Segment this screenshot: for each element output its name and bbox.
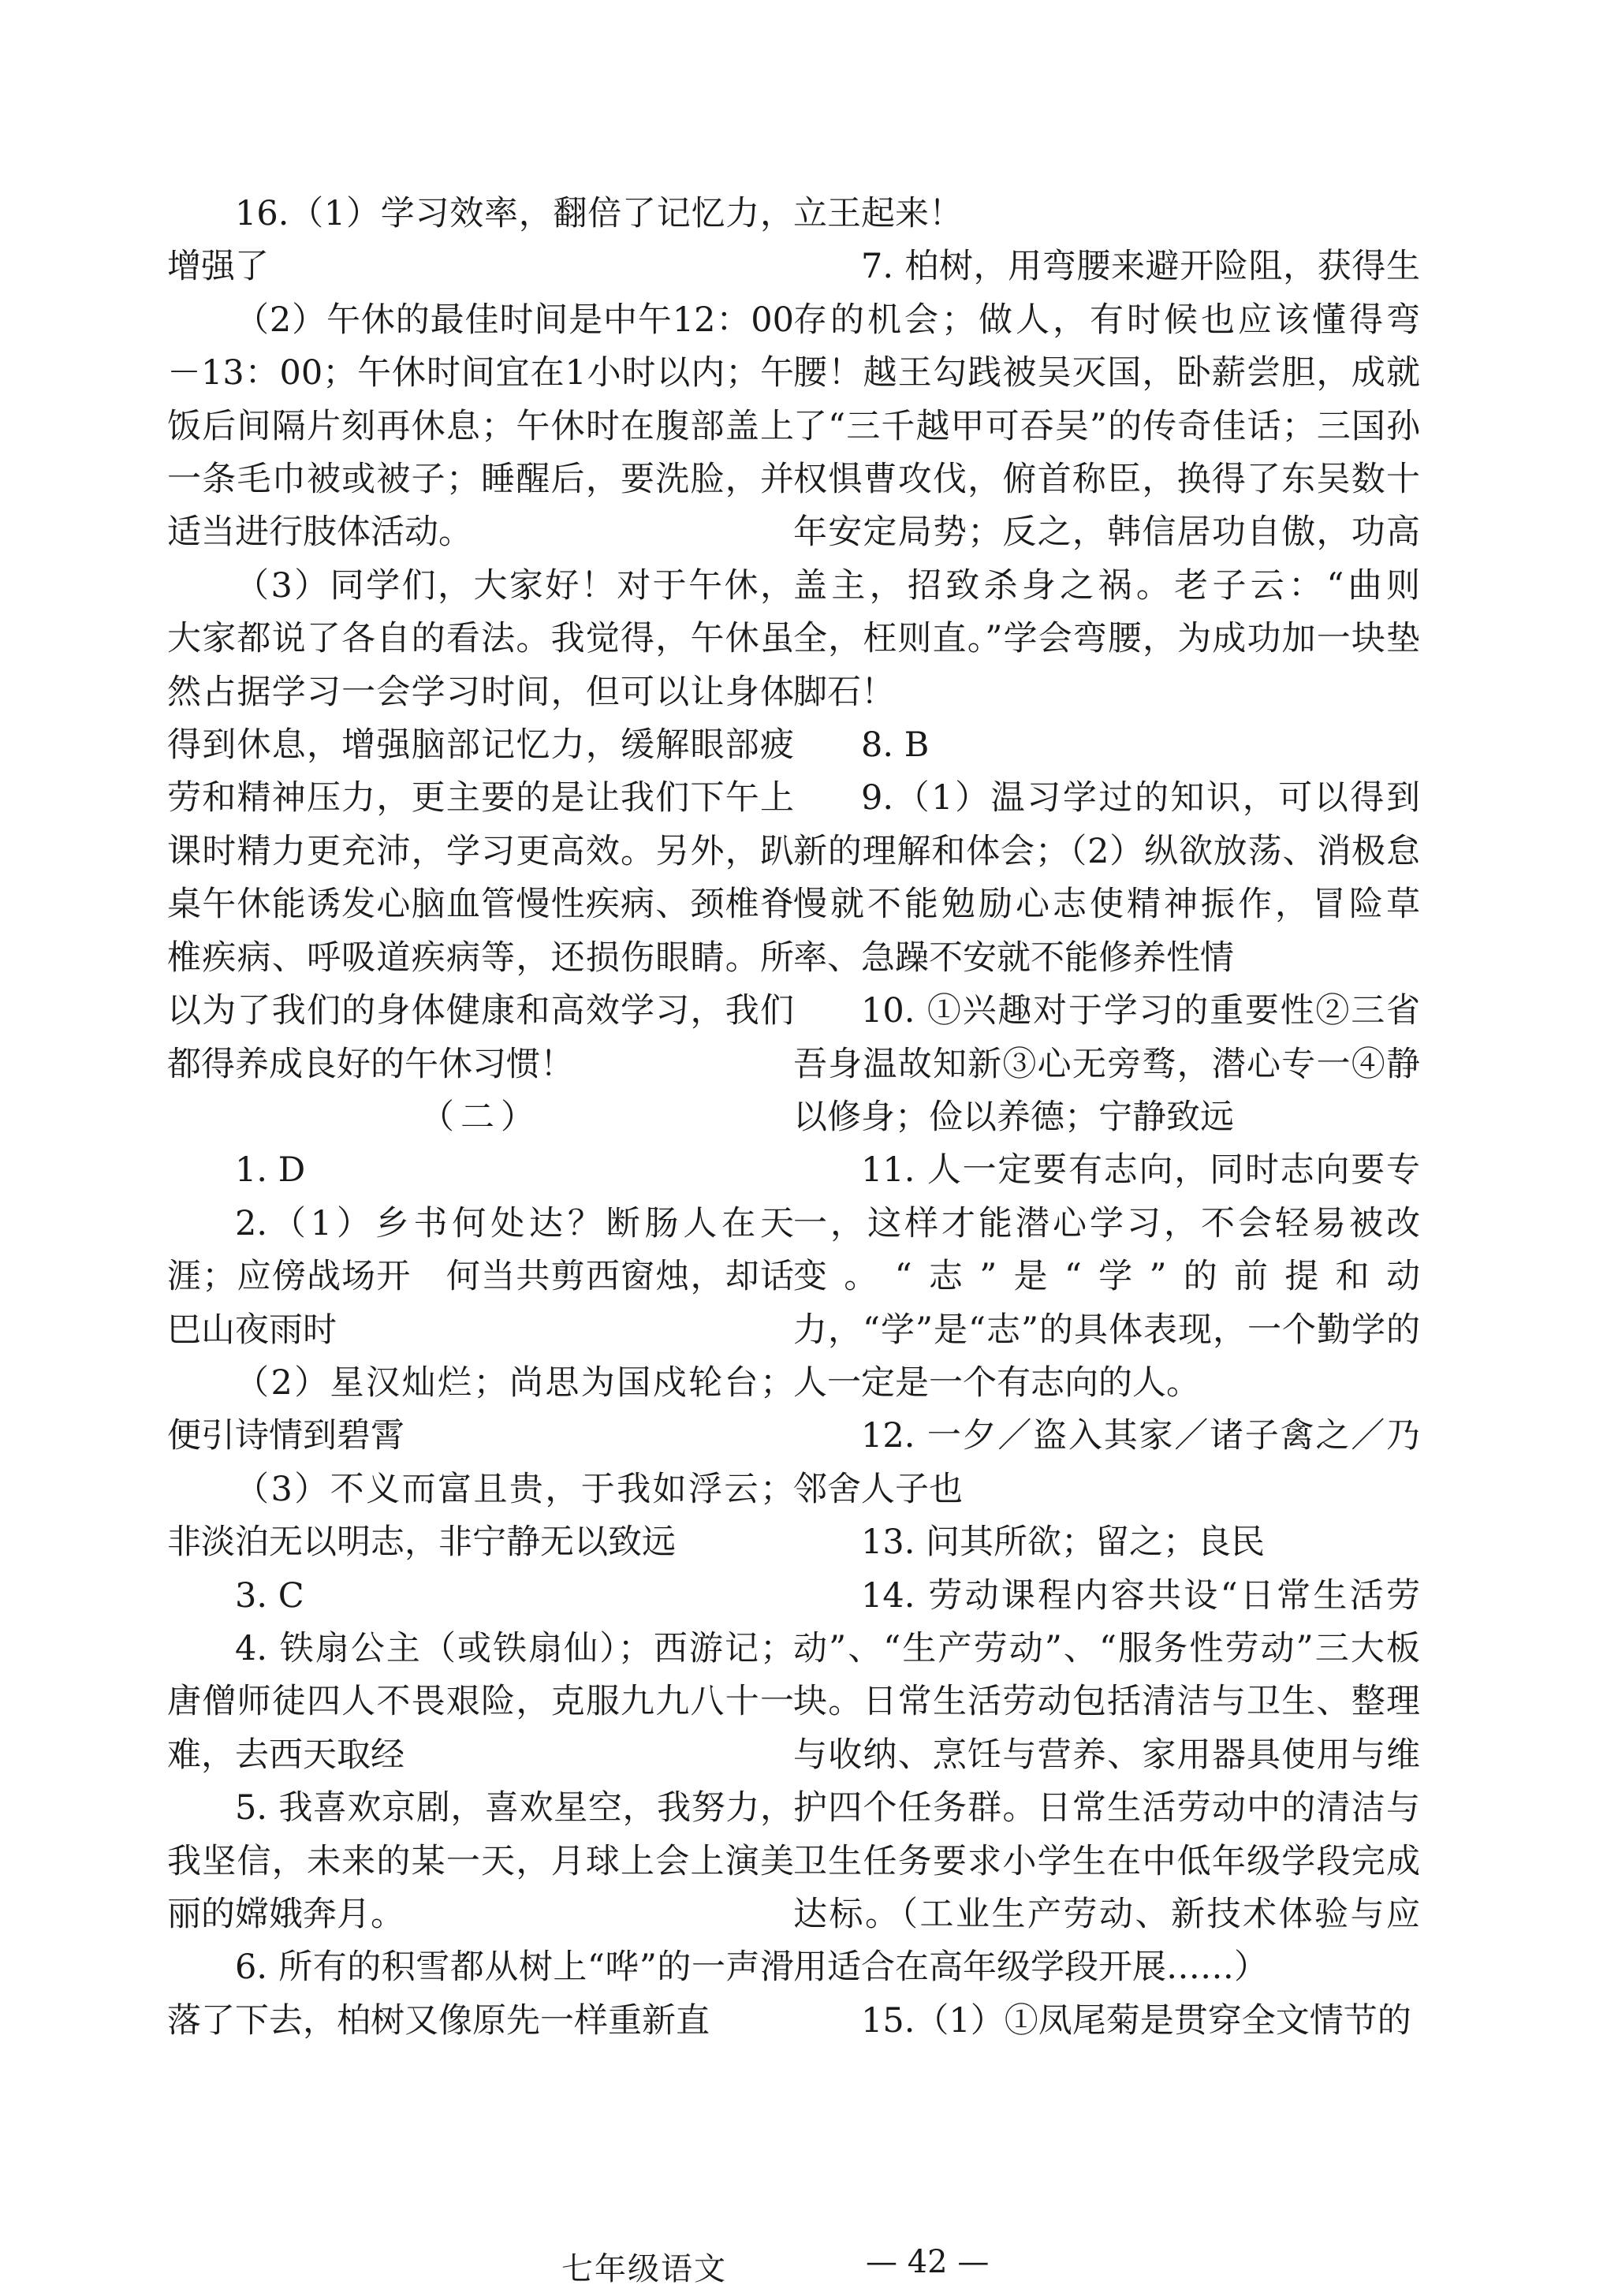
answer-9: 9.（1）温习学过的知识，可以得到新的理解和体会；（2）纵欲放荡、消极怠慢就不能勉励心志使精神振作，冒险草率、急躁不安就不能修养性情 — [793, 778, 1420, 978]
answer-2-part3: （3）不义而富且贵，于我如浮云；非淡泊无以明志，非宁静无以致远 — [167, 1469, 794, 1563]
answer-8: 8. B — [861, 725, 930, 766]
section-heading: （二） — [420, 1097, 541, 1137]
answer-10: 10. ①兴趣对于学习的重要性②三省吾身温故知新③心无旁骛，潜心专一④静以修身；俭以养德；宁静致远 — [793, 991, 1420, 1137]
answer-16-part3: （3）同学们，大家好！对于午休，大家都说了各自的看法。我觉得，午休虽然占据学习一会学习时间，但可以让身体得到休息，增强脑部记忆力，缓解眼部疲劳和精神压力，更主要的是让我们下午上课时精力更充沛，学习更高效。另外，趴桌午休能诱发心脑血管慢性疾病、颈椎脊椎疾病、呼吸道疾病等，还损伤眼睛。所以为了我们的身体健康和高效学习，我们都得养成良好的午休习惯！ — [167, 565, 794, 1084]
right-column — [793, 188, 1420, 2048]
answer-2-part1: 2.（1）乡书何处达？断肠人在天涯；应傍战场开 何当共剪西窗烛，却话巴山夜雨时 — [167, 1203, 794, 1350]
answer-2-part2: （2）星汉灿烂；尚思为国戍轮台；便引诗情到碧霄 — [167, 1362, 794, 1456]
answer-16-part1: 16.（1）学习效率，翻倍了记忆力，增强了 — [167, 194, 794, 287]
answer-7: 7. 柏树，用弯腰来避开险阻，获得生存的机会；做人，有时候也应该懂得弯腰！越王勾践被吴灭国，卧薪尝胆，成就了“三千越甲可吞吴”的传奇佳话；三国孙权惧曹攻伐，俯首称臣，换得了东吴数十年安定局势；反之，韩信居功自傲，功高盖主，招致杀身之祸。老子云：“曲则全，枉则直。”学会弯腰，为成功加一块垫脚石！ — [793, 247, 1420, 712]
answer-11: 11. 人一定要有志向，同时志向要专一，这样才能潜心学习，不会轻易被改变。“志”是“学”的前提和动力，“学”是“志”的具体表现，一个勤学的人一定是一个有志向的人。 — [793, 1150, 1420, 1403]
answer-16-part2: （2）午休的最佳时间是中午12：00－13：00；午休时间宜在1小时以内；午饭后间隔片刻再休息；午休时在腹部盖上一条毛巾被或被子；睡醒后，要洗脸，并适当进行肢体活动。 — [167, 300, 794, 553]
footer-book-title: 七年级语文 — [561, 2251, 727, 2287]
answer-3: 3. C — [235, 1575, 304, 1616]
answer-6: 6. 所有的积雪都从树上“哗”的一声滑落了下去，柏树又像原先一样重新直 — [167, 1948, 794, 2041]
answer-4: 4. 铁扇公主（或铁扇仙）；西游记；唐僧师徒四人不畏艰险，克服九九八十一难，去西天取经 — [167, 1628, 794, 1775]
left-column — [167, 188, 794, 2048]
answer-1: 1. D — [235, 1150, 306, 1191]
answer-15: 15.（1）①凤尾菊是贯穿全文情节的 — [861, 2000, 1411, 2041]
answer-13: 13. 问其所欲；留之；良民 — [861, 1523, 1266, 1563]
answer-12: 12. 一夕／盗入其家／诸子禽之／乃邻舍人子也 — [793, 1416, 1420, 1509]
answer-6-continued: 立王起来！ — [793, 194, 963, 233]
answer-14: 14. 劳动课程内容共设“日常生活劳动”、“生产劳动”、“服务性劳动”三大板块。日常生活劳动包括清洁与卫生、整理与收纳、烹饪与营养、家用器具使用与维护四个任务群。日常生活劳动中的清洁与卫生任务要求小学生在中低年级学段完成达标。（工业生产劳动、新技术体验与应用适合在高年级学段开展……） — [793, 1575, 1420, 1988]
answer-5: 5. 我喜欢京剧，喜欢星空，我努力，我坚信，未来的某一天，月球上会上演美丽的嫦娥奔月。 — [167, 1788, 794, 1934]
footer-page-number: — 42 — — [866, 2244, 990, 2280]
